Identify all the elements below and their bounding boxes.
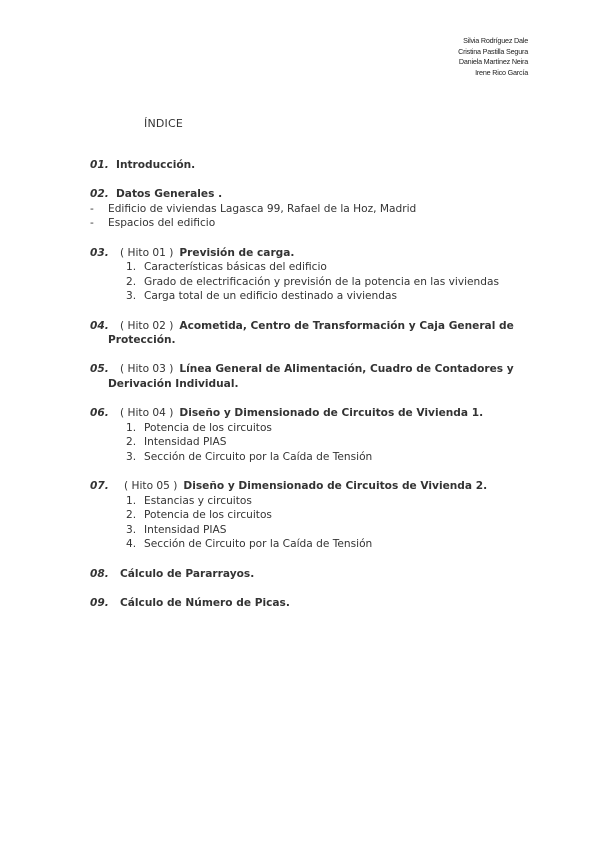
author-name: Silvia Rodríguez Dale xyxy=(463,36,528,45)
item-number: 2. xyxy=(126,275,137,288)
item-number: 2. xyxy=(126,509,137,522)
list-item xyxy=(90,275,528,290)
item-number: 3. xyxy=(126,450,137,463)
bullet-dash: - xyxy=(90,202,94,215)
list-item xyxy=(90,202,528,217)
list-item-text: Intensidad PIAS xyxy=(144,436,227,449)
hito-label: ( Hito 01 ) xyxy=(120,246,174,259)
list-item-text: Características básicas del edificio xyxy=(144,261,327,274)
toc-entry-01 xyxy=(90,158,528,173)
entry-number: 05. xyxy=(90,363,109,376)
hito-label: ( Hito 03 ) xyxy=(120,363,174,376)
list-item-text: Estancias y circuitos xyxy=(144,494,252,507)
toc-entry-07 xyxy=(90,479,528,552)
entry-title: Cálculo de Número de Picas. xyxy=(120,596,290,609)
item-number: 1. xyxy=(126,421,137,434)
entry-title: Introducción. xyxy=(116,159,196,171)
item-number: 2. xyxy=(126,436,137,449)
list-item xyxy=(90,494,528,509)
entry-title: Datos Generales . xyxy=(116,188,223,201)
toc-entry-05 xyxy=(90,362,528,391)
table-of-contents xyxy=(90,158,528,610)
list-item xyxy=(90,421,528,436)
list-item-text: Espacios del edificio xyxy=(108,217,216,230)
toc-entry-02 xyxy=(90,187,528,231)
list-item xyxy=(90,523,528,538)
entry-title: Previsión de carga. xyxy=(179,246,295,259)
entry-number: 07. xyxy=(90,480,109,493)
item-number: 1. xyxy=(126,261,137,274)
hito-label: ( Hito 02 ) xyxy=(120,319,174,332)
sub-list xyxy=(90,260,528,304)
sub-list xyxy=(90,421,528,465)
author-list xyxy=(458,36,528,78)
list-item-text: Sección de Circuito por la Caída de Tensión xyxy=(144,450,373,463)
author-name: Irene Rico García xyxy=(475,67,528,77)
toc-entry-06 xyxy=(90,406,528,464)
entry-title: Cálculo de Pararrayos. xyxy=(120,567,255,580)
list-item-text: Sección de Circuito por la Caída de Tensión xyxy=(144,538,373,551)
list-item-text: Potencia de los circuitos xyxy=(144,421,272,434)
toc-entry-04 xyxy=(90,319,528,348)
list-item-text: Intensidad PIAS xyxy=(144,523,227,536)
entry-number: 08. xyxy=(90,567,109,580)
list-item-text: Potencia de los circuitos xyxy=(144,509,272,522)
entry-title: Línea General de Alimentación, Cuadro de Contadores y xyxy=(179,363,514,376)
list-item xyxy=(90,435,528,450)
entry-number: 01. xyxy=(90,159,109,171)
list-item xyxy=(90,508,528,523)
entry-number: 09. xyxy=(90,596,109,609)
list-item-text: Carga total de un edificio destinado a viviendas xyxy=(144,290,398,303)
list-item xyxy=(90,289,528,304)
item-number: 4. xyxy=(126,538,137,551)
list-item xyxy=(90,260,528,275)
list-item xyxy=(90,216,528,231)
index-title: ÍNDICE xyxy=(144,117,184,130)
list-item-text: Edificio de viviendas Lagasca 99, Rafael de la Hoz, Madrid xyxy=(108,202,417,215)
entry-number: 04. xyxy=(90,319,109,332)
entry-title: Diseño y Dimensionado de Circuitos de Vivienda 1. xyxy=(179,407,484,420)
entry-number: 06. xyxy=(90,407,109,420)
item-number: 3. xyxy=(126,523,137,536)
author-name: Cristina Pastilla Segura xyxy=(458,46,528,56)
toc-entry-03 xyxy=(90,246,528,304)
hito-label: ( Hito 05 ) xyxy=(124,480,178,493)
bullet-dash: - xyxy=(90,217,94,230)
entry-title: Diseño y Dimensionado de Circuitos de Vivienda 2. xyxy=(183,480,488,493)
entry-title: Acometida, Centro de Transformación y Caja General de xyxy=(179,319,514,332)
hito-label: ( Hito 04 ) xyxy=(120,407,174,420)
author-name: Daniela Martínez Neira xyxy=(458,57,528,67)
sub-list xyxy=(90,494,528,552)
item-number: 3. xyxy=(126,290,137,303)
entry-title-continued: Derivación Individual. xyxy=(108,377,239,390)
list-item xyxy=(90,450,528,465)
entry-number: 02. xyxy=(90,188,109,201)
item-number: 1. xyxy=(126,494,137,507)
toc-entry-09 xyxy=(90,596,528,611)
toc-entry-08 xyxy=(90,567,528,582)
list-item-text: Grado de electrificación y previsión de la potencia en las viviendas xyxy=(144,275,499,288)
entry-title-continued: Protección. xyxy=(108,334,176,347)
entry-number: 03. xyxy=(90,246,109,259)
list-item xyxy=(90,537,528,552)
